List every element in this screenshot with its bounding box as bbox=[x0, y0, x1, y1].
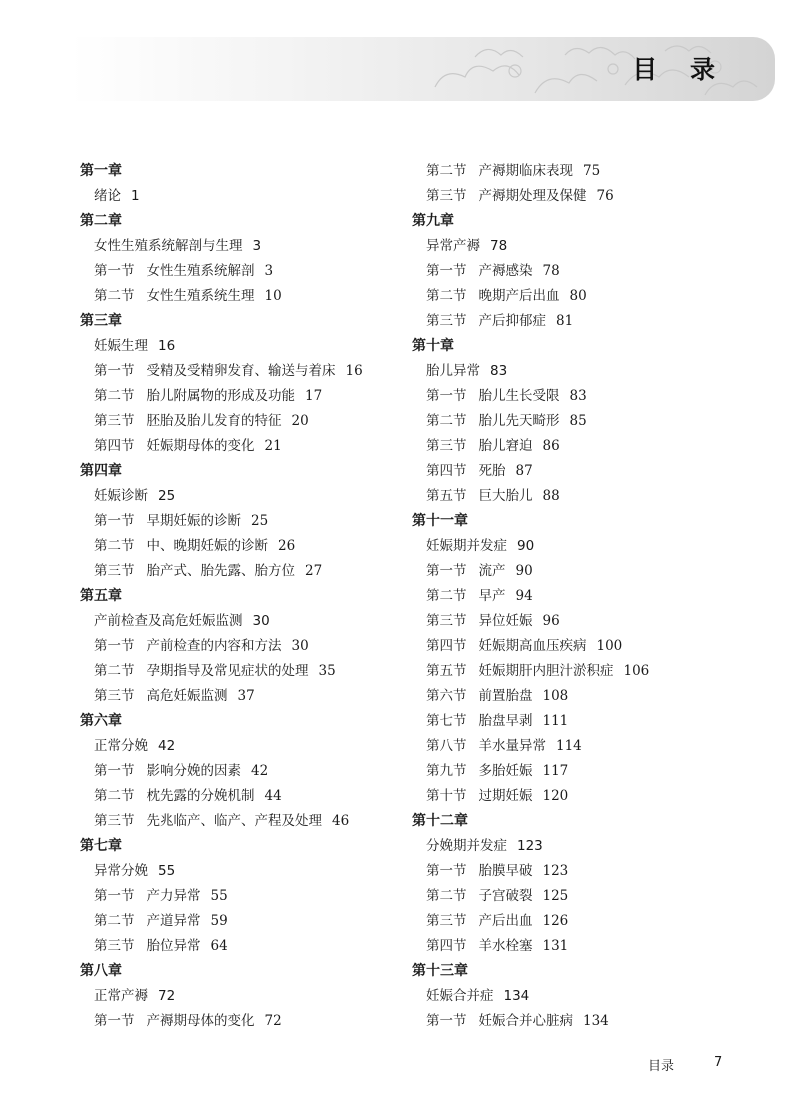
toc-page-number: 20 bbox=[291, 413, 309, 429]
toc-section-number: 第七节 bbox=[426, 713, 467, 729]
toc-section-entry bbox=[412, 684, 772, 709]
toc-chapter-heading: 第五章 bbox=[80, 588, 122, 604]
toc-page-number: 3 bbox=[264, 263, 274, 279]
toc-entry-text: 羊水栓塞 bbox=[478, 938, 533, 954]
toc-section-number: 第一节 bbox=[426, 263, 467, 279]
toc-entry-text: 妊娠合并症 bbox=[426, 988, 494, 1004]
toc-entry-text: 前置胎盘 bbox=[478, 688, 533, 704]
toc-page-number: 16 bbox=[345, 363, 363, 379]
toc-entry-text: 异常分娩 bbox=[94, 863, 148, 879]
toc-section-entry bbox=[80, 284, 400, 309]
toc-section-number: 第一节 bbox=[94, 363, 135, 379]
toc-entry-text: 高危妊娠监测 bbox=[146, 688, 228, 704]
toc-entry-text: 女性生殖系统生理 bbox=[146, 288, 255, 304]
toc-section-entry bbox=[412, 484, 772, 509]
toc-section-number: 第一节 bbox=[94, 1013, 135, 1029]
toc-page-number: 131 bbox=[542, 938, 569, 954]
toc-section-number: 第三节 bbox=[94, 688, 135, 704]
toc-entry-text: 产褥期母体的变化 bbox=[146, 1013, 255, 1029]
toc-page-number: 44 bbox=[264, 788, 282, 804]
toc-section-number: 第一节 bbox=[426, 563, 467, 579]
toc-chapter-title bbox=[80, 609, 400, 634]
toc-entry-text: 巨大胎儿 bbox=[478, 488, 533, 504]
toc-chapter-title bbox=[412, 834, 772, 859]
toc-section-entry bbox=[80, 759, 400, 784]
toc-entry-text: 分娩期并发症 bbox=[426, 838, 507, 854]
toc-section-entry bbox=[412, 309, 772, 334]
toc-section-entry bbox=[412, 659, 772, 684]
toc-section-number: 第一节 bbox=[426, 863, 467, 879]
footer-page-number: 7 bbox=[714, 1055, 723, 1070]
toc-section-number: 第一节 bbox=[94, 263, 135, 279]
toc-chapter-heading: 第十二章 bbox=[412, 813, 468, 829]
toc-page-number: 1 bbox=[131, 188, 140, 204]
toc-section-number: 第二节 bbox=[426, 163, 467, 179]
toc-entry-text: 早期妊娠的诊断 bbox=[146, 513, 241, 529]
toc-page-number: 134 bbox=[503, 988, 530, 1004]
toc-page-number: 120 bbox=[542, 788, 569, 804]
toc-page-number: 114 bbox=[556, 738, 582, 754]
toc-section-entry bbox=[80, 359, 400, 384]
toc-entry-text: 先兆临产、临产、产程及处理 bbox=[146, 813, 322, 829]
toc-chapter-heading: 第九章 bbox=[412, 213, 454, 229]
toc-page-number: 16 bbox=[158, 338, 176, 354]
toc-chapter-heading: 第十一章 bbox=[412, 513, 468, 529]
toc-page-number: 37 bbox=[237, 688, 255, 704]
toc-entry-text: 产后抑郁症 bbox=[478, 313, 546, 329]
toc-chapter-title bbox=[412, 534, 772, 559]
toc-entry-text: 产褥期临床表现 bbox=[478, 163, 573, 179]
toc-entry-text: 影响分娩的因素 bbox=[146, 763, 241, 779]
toc-page-number: 17 bbox=[305, 388, 323, 404]
toc-page-number: 83 bbox=[490, 363, 508, 379]
toc-section-entry bbox=[412, 559, 772, 584]
toc-section-entry bbox=[80, 784, 400, 809]
toc-entry-text: 妊娠期高血压疾病 bbox=[478, 638, 587, 654]
toc-page-number: 134 bbox=[583, 1013, 609, 1029]
toc-section-entry bbox=[412, 909, 772, 934]
toc-chapter-title bbox=[80, 734, 400, 759]
toc-page-number: 117 bbox=[542, 763, 569, 779]
toc-section-entry bbox=[80, 559, 400, 584]
toc-section-entry bbox=[80, 634, 400, 659]
toc-page-number: 90 bbox=[517, 538, 535, 554]
toc-section-number: 第五节 bbox=[426, 488, 467, 504]
toc-section-entry bbox=[412, 734, 772, 759]
toc-entry-text: 妊娠诊断 bbox=[94, 488, 148, 504]
toc-entry-text: 妊娠生理 bbox=[94, 338, 148, 354]
toc-entry-text: 胎产式、胎先露、胎方位 bbox=[146, 563, 295, 579]
toc-section-entry bbox=[412, 284, 772, 309]
toc-section-number: 第四节 bbox=[426, 938, 467, 954]
toc-page-number: 55 bbox=[210, 888, 228, 904]
toc-chapter-title bbox=[412, 359, 772, 384]
toc-page-number: 123 bbox=[542, 863, 569, 879]
toc-section-number: 第一节 bbox=[426, 388, 467, 404]
toc-entry-text: 异位妊娠 bbox=[478, 613, 533, 629]
toc-entry-text: 产后出血 bbox=[478, 913, 533, 929]
toc-section-entry bbox=[80, 509, 400, 534]
toc-section-entry bbox=[412, 459, 772, 484]
toc-section-number: 第二节 bbox=[426, 588, 467, 604]
toc-section-entry bbox=[80, 409, 400, 434]
toc-entry-text: 死胎 bbox=[478, 463, 506, 479]
toc-page-number: 123 bbox=[517, 838, 543, 854]
toc-section-number: 第三节 bbox=[426, 613, 467, 629]
toc-page-number: 81 bbox=[556, 313, 574, 329]
toc-page-number: 108 bbox=[542, 688, 569, 704]
toc-page-number: 46 bbox=[332, 813, 350, 829]
toc-section-number: 第一节 bbox=[426, 1013, 467, 1029]
toc-chapter-title bbox=[412, 984, 772, 1009]
toc-entry-text: 胎盘早剥 bbox=[478, 713, 533, 729]
toc-entry-text: 孕期指导及常见症状的处理 bbox=[146, 663, 309, 679]
toc-page-number: 85 bbox=[569, 413, 587, 429]
toc-page-number: 72 bbox=[264, 1013, 282, 1029]
toc-entry-text: 女性生殖系统解剖与生理 bbox=[94, 238, 243, 254]
toc-section-number: 第五节 bbox=[426, 663, 467, 679]
toc-section-entry bbox=[80, 934, 400, 959]
toc-section-entry bbox=[80, 909, 400, 934]
toc-page-number: 86 bbox=[542, 438, 560, 454]
toc-chapter-title bbox=[80, 334, 400, 359]
toc-entry-text: 胎儿先天畸形 bbox=[478, 413, 560, 429]
toc-page-number: 87 bbox=[515, 463, 533, 479]
toc-chapter-title bbox=[80, 484, 400, 509]
footer-label: 目录 bbox=[648, 1059, 675, 1074]
toc-entry-text: 羊水量异常 bbox=[478, 738, 546, 754]
toc-page-number: 30 bbox=[252, 613, 270, 629]
toc-page-number: 111 bbox=[542, 713, 569, 729]
toc-entry-text: 胎儿异常 bbox=[426, 363, 480, 379]
toc-section-entry bbox=[412, 884, 772, 909]
toc-section-entry bbox=[412, 934, 772, 959]
toc-page-number: 126 bbox=[542, 913, 569, 929]
toc-chapter-heading: 第四章 bbox=[80, 463, 122, 479]
toc-entry-text: 产褥感染 bbox=[478, 263, 533, 279]
toc-chapter-heading: 第一章 bbox=[80, 163, 122, 179]
toc-section-entry bbox=[412, 784, 772, 809]
toc-section-entry bbox=[412, 609, 772, 634]
toc-section-entry bbox=[412, 859, 772, 884]
toc-page-number: 35 bbox=[318, 663, 336, 679]
toc-page-number: 59 bbox=[210, 913, 228, 929]
toc-section-entry bbox=[412, 259, 772, 284]
toc-entry-text: 枕先露的分娩机制 bbox=[146, 788, 255, 804]
toc-section-number: 第二节 bbox=[426, 888, 467, 904]
toc-page-number: 88 bbox=[542, 488, 560, 504]
toc-page-number: 83 bbox=[569, 388, 587, 404]
toc-entry-text: 绪论 bbox=[94, 188, 121, 204]
toc-page-number: 76 bbox=[596, 188, 614, 204]
toc-section-number: 第二节 bbox=[94, 538, 135, 554]
toc-section-number: 第六节 bbox=[426, 688, 467, 704]
toc-chapter-title bbox=[80, 984, 400, 1009]
header-banner bbox=[70, 37, 775, 101]
toc-section-entry bbox=[80, 1009, 400, 1034]
toc-section-entry bbox=[412, 184, 772, 209]
toc-section-number: 第三节 bbox=[426, 313, 467, 329]
toc-chapter-heading: 第七章 bbox=[80, 838, 122, 854]
toc-right-column bbox=[412, 159, 772, 1034]
toc-entry-text: 正常分娩 bbox=[94, 738, 148, 754]
toc-entry-text: 妊娠期肝内胆汁淤积症 bbox=[478, 663, 614, 679]
toc-entry-text: 胎膜早破 bbox=[478, 863, 533, 879]
toc-section-number: 第三节 bbox=[94, 938, 135, 954]
toc-page-number: 30 bbox=[291, 638, 309, 654]
toc-section-number: 第二节 bbox=[94, 663, 135, 679]
toc-section-number: 第二节 bbox=[426, 288, 467, 304]
toc-section-number: 第一节 bbox=[94, 763, 135, 779]
toc-page-number: 3 bbox=[252, 238, 262, 254]
toc-section-entry bbox=[412, 384, 772, 409]
toc-section-entry bbox=[412, 409, 772, 434]
toc-section-entry bbox=[412, 434, 772, 459]
toc-chapter-title bbox=[80, 859, 400, 884]
toc-entry-text: 中、晚期妊娠的诊断 bbox=[146, 538, 268, 554]
toc-entry-text: 流产 bbox=[478, 563, 506, 579]
toc-page-number: 90 bbox=[515, 563, 533, 579]
toc-section-entry bbox=[412, 159, 772, 184]
toc-entry-text: 产道异常 bbox=[146, 913, 201, 929]
toc-section-number: 第四节 bbox=[426, 638, 467, 654]
toc-page-number: 27 bbox=[305, 563, 323, 579]
toc-section-number: 第十节 bbox=[426, 788, 467, 804]
toc-section-number: 第三节 bbox=[426, 188, 467, 204]
toc-page-number: 100 bbox=[596, 638, 623, 654]
toc-page-number: 94 bbox=[515, 588, 533, 604]
toc-entry-text: 胎位异常 bbox=[146, 938, 201, 954]
toc-section-number: 第四节 bbox=[426, 463, 467, 479]
toc-chapter-heading: 第十章 bbox=[412, 338, 454, 354]
toc-entry-text: 产前检查及高危妊娠监测 bbox=[94, 613, 243, 629]
toc-entry-text: 异常产褥 bbox=[426, 238, 480, 254]
toc-section-number: 第二节 bbox=[94, 388, 135, 404]
toc-page-number: 55 bbox=[158, 863, 176, 879]
toc-chapter-heading: 第八章 bbox=[80, 963, 122, 979]
toc-section-entry bbox=[80, 259, 400, 284]
toc-section-number: 第三节 bbox=[94, 413, 135, 429]
toc-entry-text: 产前检查的内容和方法 bbox=[146, 638, 282, 654]
toc-section-entry bbox=[80, 659, 400, 684]
toc-section-entry bbox=[80, 384, 400, 409]
toc-section-number: 第九节 bbox=[426, 763, 467, 779]
toc-section-number: 第四节 bbox=[94, 438, 135, 454]
toc-entry-text: 妊娠合并心脏病 bbox=[478, 1013, 573, 1029]
toc-section-entry bbox=[80, 884, 400, 909]
toc-section-entry bbox=[80, 434, 400, 459]
toc-section-entry bbox=[412, 584, 772, 609]
toc-section-number: 第二节 bbox=[94, 288, 135, 304]
toc-page-number: 80 bbox=[569, 288, 587, 304]
toc-section-number: 第三节 bbox=[94, 813, 135, 829]
toc-chapter-heading: 第二章 bbox=[80, 213, 122, 229]
toc-entry-text: 胎儿窘迫 bbox=[478, 438, 533, 454]
toc-section-number: 第一节 bbox=[94, 888, 135, 904]
toc-chapter-title bbox=[80, 184, 400, 209]
toc-title: 目 录 bbox=[632, 55, 727, 84]
toc-section-entry bbox=[80, 809, 400, 834]
toc-entry-text: 产力异常 bbox=[146, 888, 201, 904]
toc-section-number: 第二节 bbox=[94, 913, 135, 929]
toc-page-number: 21 bbox=[264, 438, 282, 454]
toc-entry-text: 胚胎及胎儿发育的特征 bbox=[146, 413, 282, 429]
toc-section-entry bbox=[412, 759, 772, 784]
toc-section-number: 第一节 bbox=[94, 638, 135, 654]
toc-chapter-heading: 第六章 bbox=[80, 713, 122, 729]
toc-section-number: 第八节 bbox=[426, 738, 467, 754]
toc-chapter-heading: 第三章 bbox=[80, 313, 122, 329]
toc-page-number: 75 bbox=[583, 163, 601, 179]
toc-section-entry bbox=[80, 534, 400, 559]
toc-chapter-title bbox=[80, 234, 400, 259]
toc-page-number: 25 bbox=[251, 513, 269, 529]
toc-entry-text: 正常产褥 bbox=[94, 988, 148, 1004]
toc-page-number: 42 bbox=[158, 738, 176, 754]
toc-section-number: 第一节 bbox=[94, 513, 135, 529]
toc-entry-text: 妊娠期并发症 bbox=[426, 538, 507, 554]
toc-entry-text: 胎儿附属物的形成及功能 bbox=[146, 388, 295, 404]
toc-entry-text: 胎儿生长受限 bbox=[478, 388, 560, 404]
toc-entry-text: 受精及受精卵发育、输送与着床 bbox=[146, 363, 336, 379]
toc-page-number: 125 bbox=[542, 888, 569, 904]
toc-entry-text: 晚期产后出血 bbox=[478, 288, 560, 304]
toc-page-number: 10 bbox=[264, 288, 282, 304]
toc-page-number: 42 bbox=[251, 763, 269, 779]
toc-page-number: 78 bbox=[542, 263, 560, 279]
toc-entry-text: 子宫破裂 bbox=[478, 888, 533, 904]
toc-page-number: 106 bbox=[623, 663, 650, 679]
toc-left-column bbox=[80, 159, 400, 1034]
toc-entry-text: 女性生殖系统解剖 bbox=[146, 263, 255, 279]
toc-page-number: 64 bbox=[210, 938, 228, 954]
toc-section-number: 第二节 bbox=[94, 788, 135, 804]
toc-page-number: 25 bbox=[158, 488, 176, 504]
toc-section-entry bbox=[80, 684, 400, 709]
toc-page-number: 96 bbox=[542, 613, 560, 629]
toc-page-number: 26 bbox=[278, 538, 296, 554]
toc-section-entry bbox=[412, 709, 772, 734]
toc-entry-text: 产褥期处理及保健 bbox=[478, 188, 587, 204]
toc-entry-text: 早产 bbox=[478, 588, 506, 604]
toc-entry-text: 多胎妊娠 bbox=[478, 763, 533, 779]
toc-page-number: 72 bbox=[158, 988, 176, 1004]
toc-section-number: 第三节 bbox=[426, 438, 467, 454]
toc-section-entry bbox=[412, 634, 772, 659]
toc-section-number: 第二节 bbox=[426, 413, 467, 429]
toc-page-number: 78 bbox=[490, 238, 508, 254]
toc-section-entry bbox=[412, 1009, 772, 1034]
toc-chapter-title bbox=[412, 234, 772, 259]
toc-entry-text: 过期妊娠 bbox=[478, 788, 533, 804]
toc-section-number: 第三节 bbox=[94, 563, 135, 579]
toc-entry-text: 妊娠期母体的变化 bbox=[146, 438, 255, 454]
toc-section-number: 第三节 bbox=[426, 913, 467, 929]
toc-chapter-heading: 第十三章 bbox=[412, 963, 468, 979]
